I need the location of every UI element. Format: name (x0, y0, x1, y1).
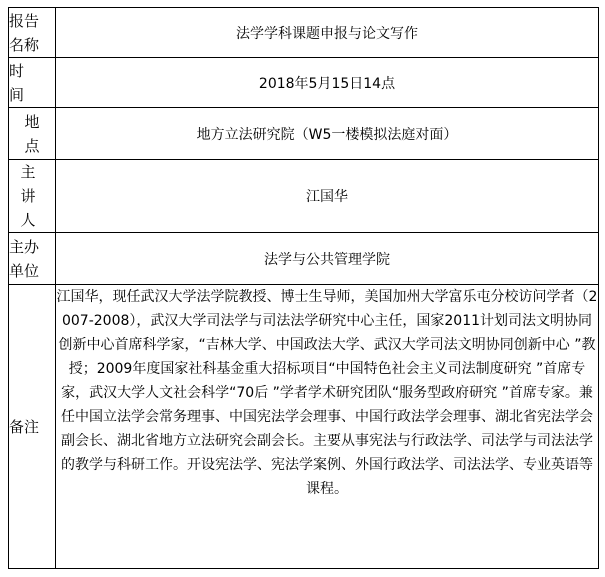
value-remarks: 江国华，现任武汉大学法学院教授、博士生导师，美国加州大学富乐屯分校访问学者（2007-2008），武汉大学司法学与司法法学研究中心主任，国家2011计划司法文明协同创新中心首席科学家，“吉林大学、中国政法大学、武汉大学司法文明协同创新中心 ”教授；2009年度国家社科基金重大招标项目“中国特色社会主义司法制度研究 ”首席专家，武汉大学人文社会科学“70后 ”学者学术研究团队“服务型政府研究 ”首席专家。兼任中国立法学会常务理事、中国宪法学会理事、中国行政法学会理事、湖北省宪法学会副会长、湖北省地方立法研究会副会长。主要从事宪法与行政法学、司法学与司法法学的教学与科研工作。开设宪法学、宪法学案例、外国行政法学、司法法学、专业英语等课程。 (56, 285, 599, 569)
row-speaker (9, 160, 599, 233)
label-location (9, 108, 56, 160)
label-organizer-text: 主办单位 (9, 237, 40, 280)
label-speaker-text: 主讲人 (20, 163, 44, 229)
row-organizer (9, 233, 599, 285)
row-remarks (9, 285, 599, 569)
value-location: 地方立法研究院（W5一楼模拟法庭对面） (56, 108, 599, 160)
value-time: 2018年5月15日14点 (56, 58, 599, 108)
row-location (9, 108, 599, 160)
row-time (9, 58, 599, 108)
label-time-text: 时间 (9, 61, 25, 104)
value-organizer: 法学与公共管理学院 (56, 233, 599, 285)
label-report-title (9, 8, 56, 58)
label-location-text: 地点 (24, 112, 40, 155)
label-speaker (9, 160, 56, 233)
value-report-title: 法学学科课题申报与论文写作 (56, 8, 599, 58)
label-report-title-text: 报告名称 (9, 11, 40, 54)
label-remarks: 备注 (9, 285, 56, 569)
seminar-info-table (8, 7, 599, 569)
label-organizer (9, 233, 56, 285)
label-time (9, 58, 56, 108)
value-speaker: 江国华 (56, 160, 599, 233)
row-report-title (9, 8, 599, 58)
